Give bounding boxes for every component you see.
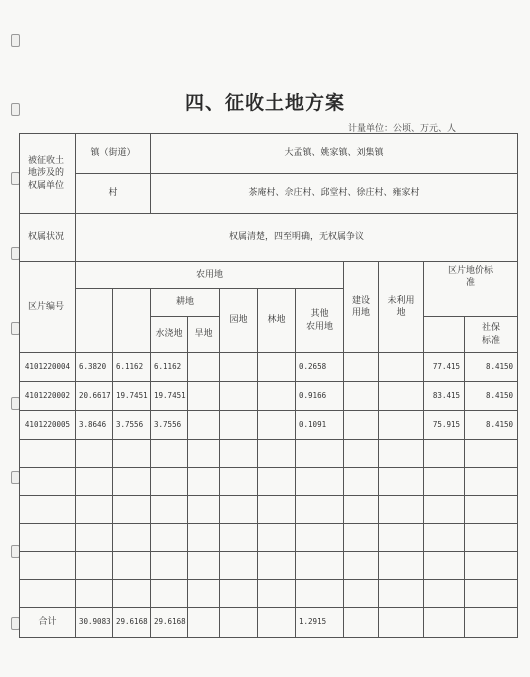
- social-security-cell: 8.4150: [465, 382, 518, 411]
- irrigated-cell: 3.7556: [151, 411, 188, 440]
- zone-price-cell: 77.415: [424, 353, 465, 382]
- arable-cell: 3.7556: [113, 411, 151, 440]
- total-row: [20, 608, 518, 638]
- unused-header-line: 地: [396, 308, 406, 318]
- garden-cell: [220, 353, 258, 382]
- table-row: [20, 411, 518, 440]
- price-sum-cell: [424, 608, 465, 638]
- header-row-1: [20, 262, 518, 289]
- total-cell: 3.8646: [76, 411, 113, 440]
- ownership-label-line: 被征收土: [28, 156, 65, 167]
- zone-price-cell: 83.415: [424, 382, 465, 411]
- construction-cell: [344, 382, 379, 411]
- other-agri-cell: 0.9166: [296, 382, 344, 411]
- unit-note: 计量单位：公顷、万元、人: [347, 124, 456, 134]
- arable-cell: 6.1162: [113, 353, 151, 382]
- village-value: 茶庵村、佘庄村、邱堂村、徐庄村、雍家村: [151, 174, 518, 214]
- forest-sum-cell: [258, 608, 296, 638]
- unused-cell: [379, 411, 424, 440]
- agri-total-header-blank: [76, 289, 113, 353]
- zone-code-header: 区片编号: [20, 262, 76, 353]
- total-cell: 20.6617: [76, 382, 113, 411]
- empty-row: [20, 468, 518, 496]
- unused-sum-cell: [379, 608, 424, 638]
- land-plan-table: [19, 133, 518, 638]
- social-security-header-line: 标准: [482, 335, 501, 346]
- construction-cell: [344, 353, 379, 382]
- table-row: [20, 382, 518, 411]
- empty-row: [20, 524, 518, 552]
- unused-header-line: 未利用: [387, 295, 415, 306]
- dry-header: 旱地: [188, 317, 220, 353]
- unused-cell: [379, 353, 424, 382]
- unused-header: [379, 262, 424, 353]
- other-agri-sum-cell: 1.2915: [296, 608, 344, 638]
- construction-cell: [344, 411, 379, 440]
- dry-cell: [188, 411, 220, 440]
- status-row: [20, 214, 518, 262]
- ownership-town-row: [20, 134, 518, 174]
- empty-row: [20, 496, 518, 524]
- unused-cell: [379, 382, 424, 411]
- zone-price-header: [424, 262, 518, 317]
- price-subheader-blank: [424, 317, 465, 353]
- ownership-label-line: 权属单位: [28, 180, 65, 191]
- forest-cell: [258, 411, 296, 440]
- status-label: 权属状况: [20, 214, 76, 262]
- zone-price-header-line: 准: [466, 278, 476, 289]
- village-label: 村: [76, 174, 151, 214]
- town-value: 大孟镇、姚家镇、刘集镇: [151, 134, 518, 174]
- garden-cell: [220, 411, 258, 440]
- social-security-header: [465, 317, 518, 353]
- empty-row: [20, 552, 518, 580]
- zone-price-cell: 75.915: [424, 411, 465, 440]
- zone-price-header-line: 区片地价标: [448, 266, 494, 276]
- total-sum-cell: 30.9083: [76, 608, 113, 638]
- binding-hole: [11, 34, 20, 47]
- construction-sum-cell: [344, 608, 379, 638]
- irrigated-header: 水浇地: [151, 317, 188, 353]
- construction-header-line: 建设: [352, 295, 371, 306]
- ownership-label-cell: [20, 134, 76, 214]
- other-agri-header: [296, 289, 344, 353]
- dry-sum-cell: [188, 608, 220, 638]
- empty-row: [20, 440, 518, 468]
- agri-land-header: 农用地: [76, 262, 344, 289]
- zone-code-cell: 4101220005: [20, 411, 76, 440]
- zone-code-cell: 4101220002: [20, 382, 76, 411]
- arable-total-header-blank: [113, 289, 151, 353]
- social-sum-cell: [465, 608, 518, 638]
- other-agri-header-line: 其他: [310, 309, 329, 320]
- irrigated-cell: 19.7451: [151, 382, 188, 411]
- other-agri-cell: 0.1091: [296, 411, 344, 440]
- ownership-village-row: [20, 174, 518, 214]
- irrigated-sum-cell: 29.6168: [151, 608, 188, 638]
- ownership-label-line: 地涉及的: [28, 168, 65, 179]
- dry-cell: [188, 353, 220, 382]
- town-label: 镇（街道）: [76, 134, 151, 174]
- status-value: 权属清楚，四至明确，无权属争议: [76, 214, 518, 262]
- social-security-cell: 8.4150: [465, 411, 518, 440]
- garden-sum-cell: [220, 608, 258, 638]
- total-cell: 6.3820: [76, 353, 113, 382]
- total-label: 合计: [20, 608, 76, 638]
- forest-cell: [258, 382, 296, 411]
- forest-header: 林地: [258, 289, 296, 353]
- empty-row: [20, 580, 518, 608]
- arable-cell: 19.7451: [113, 382, 151, 411]
- social-security-cell: 8.4150: [465, 353, 518, 382]
- social-security-header-line: 社保: [482, 323, 501, 334]
- other-agri-header-line: 农用地: [306, 321, 334, 332]
- garden-cell: [220, 382, 258, 411]
- garden-header: 园地: [220, 289, 258, 353]
- arable-sum-cell: 29.6168: [113, 608, 151, 638]
- table-row: [20, 353, 518, 382]
- construction-header-line: 用地: [352, 308, 371, 318]
- dry-cell: [188, 382, 220, 411]
- forest-cell: [258, 353, 296, 382]
- irrigated-cell: 6.1162: [151, 353, 188, 382]
- construction-header: [344, 262, 379, 353]
- zone-code-cell: 4101220004: [20, 353, 76, 382]
- arable-header: 耕地: [151, 289, 220, 317]
- other-agri-cell: 0.2658: [296, 353, 344, 382]
- page-title: 四、征收土地方案: [184, 92, 345, 114]
